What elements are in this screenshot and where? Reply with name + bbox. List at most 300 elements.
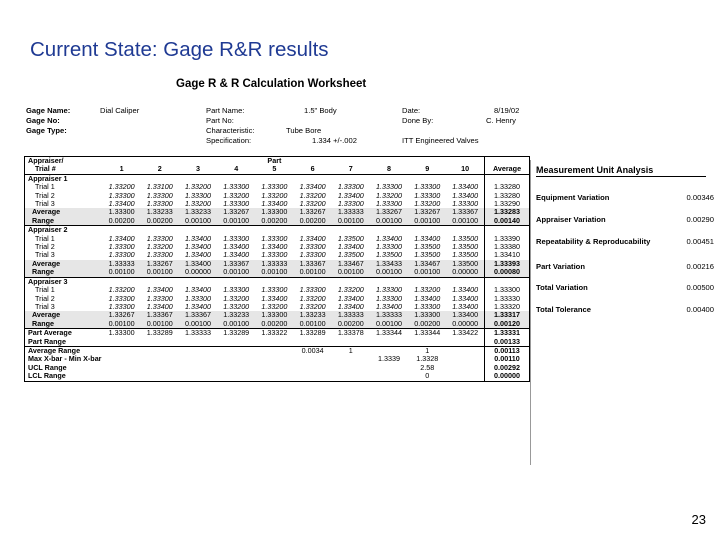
value-cell: 0.0034: [294, 346, 332, 355]
value-cell: 1.33300: [337, 183, 364, 192]
value-cell: 1.33467: [337, 259, 364, 268]
value-cell: [217, 355, 255, 363]
value-cell: [294, 355, 332, 363]
table-row: [25, 251, 530, 259]
value-cell: 1.33200: [299, 200, 326, 209]
value-cell: 1.33300: [299, 286, 326, 295]
value-cell: [255, 364, 293, 372]
value-cell: 1.33200: [337, 286, 364, 295]
average-cell: 1.33317: [485, 311, 530, 319]
col-header-part: [332, 157, 370, 166]
row-label: Trial 1: [25, 183, 103, 191]
value-cell: 1.33300: [414, 302, 441, 311]
value-cell: [217, 346, 255, 355]
value-cell: [102, 346, 140, 355]
value-cell: 1.33422: [446, 329, 484, 338]
table-cell: [102, 338, 140, 347]
value-cell: 1.33400: [337, 191, 364, 200]
value-cell: 1.33200: [108, 183, 135, 192]
row-label: Part Average: [25, 329, 103, 338]
value-cell: 0.00100: [146, 268, 173, 277]
table-cell: [179, 277, 217, 286]
value-cell: 1.33400: [261, 243, 288, 252]
value-cell: 1.33300: [102, 329, 140, 338]
value-cell: [141, 346, 179, 355]
table-row: [25, 183, 530, 191]
mua-item-value: 0.00451: [686, 237, 714, 246]
value-cell: 1.33300: [261, 234, 288, 243]
table-cell: [217, 226, 255, 235]
value-cell: 1.33300: [376, 294, 402, 303]
value-cell: 1.33200: [299, 191, 326, 200]
value-cell: [294, 364, 332, 372]
value-cell: [370, 372, 408, 381]
row-label: Trial 1: [25, 286, 103, 294]
value-cell: 0.00100: [414, 216, 441, 225]
table-cell: [370, 277, 408, 286]
value-cell: 1.33400: [185, 251, 211, 260]
characteristic-label: Characteristic:: [206, 126, 255, 135]
company-name: ITT Engineered Valves: [402, 136, 479, 145]
value-cell: 0.00100: [223, 268, 250, 277]
table-cell: [446, 277, 484, 286]
measurement-table: [24, 156, 530, 382]
table-row: [25, 235, 530, 243]
value-cell: 1.33300: [261, 286, 288, 295]
mua-item-value: 0.00500: [686, 283, 714, 292]
value-cell: 0.00100: [146, 319, 173, 328]
table-cell: [446, 174, 484, 183]
value-cell: 1.33100: [146, 183, 173, 192]
value-cell: 0.00100: [337, 268, 364, 277]
gage-no-field: Gage No:: [26, 116, 60, 125]
col-header-part-number: 1: [119, 165, 124, 174]
mua-item-label: Part Variation: [536, 262, 585, 271]
summary-row: [25, 364, 530, 372]
value-cell: 0.00100: [223, 216, 250, 225]
value-cell: 1.33367: [146, 311, 173, 320]
average-cell: 1.33330: [485, 295, 530, 303]
table-cell: [141, 174, 179, 183]
col-header-part: [217, 157, 255, 166]
value-cell: 0.00000: [452, 319, 479, 328]
value-cell: 1.33500: [337, 251, 364, 260]
part-no-label: Part No:: [206, 116, 234, 125]
value-cell: 1.33400: [414, 294, 441, 303]
appraiser-name: Appraiser 2: [25, 226, 103, 235]
table-cell: [370, 174, 408, 183]
value-cell: 1.33367: [299, 259, 326, 268]
value-cell: [141, 364, 179, 372]
value-cell: 1.33400: [299, 183, 326, 192]
done-by-label: Done By:: [402, 116, 434, 125]
value-cell: 0.00100: [376, 268, 402, 277]
value-cell: 1.33300: [223, 234, 250, 243]
value-cell: 1.33400: [146, 286, 173, 295]
value-cell: [332, 372, 370, 381]
part-average-row: [25, 329, 530, 338]
value-cell: 0.00200: [414, 319, 441, 328]
table-cell: [370, 226, 408, 235]
value-cell: 1.3328: [416, 355, 439, 364]
appraiser-header-row: [25, 277, 530, 286]
value-cell: [179, 355, 217, 363]
value-cell: 1.33400: [108, 200, 135, 209]
value-cell: 1.33400: [223, 243, 250, 252]
average-cell: 1.33320: [485, 303, 530, 311]
value-cell: [370, 364, 408, 372]
table-cell: [446, 226, 484, 235]
value-cell: 1.33333: [337, 208, 364, 217]
date-value: 8/19/02: [494, 106, 520, 115]
value-cell: 0.00200: [261, 319, 288, 328]
average-cell: 0.00133: [485, 338, 530, 347]
value-cell: 0.00100: [185, 216, 211, 225]
row-label: Max X-bar - Min X-bar: [25, 355, 103, 363]
value-cell: 1.33300: [376, 286, 402, 295]
mua-item-value: 0.00346: [686, 193, 714, 202]
value-cell: 1.33400: [299, 234, 326, 243]
value-cell: 1.33300: [108, 191, 135, 200]
table-cell: [485, 174, 530, 183]
value-cell: 1.33300: [376, 183, 402, 192]
table-cell: [294, 338, 332, 347]
value-cell: 0.00100: [452, 216, 479, 225]
value-cell: [294, 372, 332, 381]
average-cell: 1.33290: [485, 200, 530, 208]
value-cell: 1.33200: [223, 191, 250, 200]
value-cell: 1.33267: [146, 259, 173, 268]
table-cell: [294, 174, 332, 183]
value-cell: 1.33267: [223, 208, 250, 217]
value-cell: 0.00100: [108, 319, 135, 328]
value-cell: 0.00100: [299, 319, 326, 328]
average-cell: 1.33410: [485, 251, 530, 259]
table-cell: [217, 277, 255, 286]
value-cell: 0: [408, 372, 446, 381]
table-cell: [408, 226, 446, 235]
part-range-row: [25, 338, 530, 347]
col-header-average-top: [485, 157, 530, 166]
value-cell: 1.33344: [370, 329, 408, 338]
value-cell: 1.33400: [452, 183, 479, 192]
value-cell: 0.00100: [223, 319, 250, 328]
value-cell: 1.33200: [376, 191, 402, 200]
value-cell: 1.33300: [299, 243, 326, 252]
row-label: LCL Range: [25, 372, 103, 381]
row-label: Trial 2: [25, 295, 103, 303]
value-cell: [370, 346, 408, 355]
value-cell: 0.00200: [261, 216, 288, 225]
table-cell: [446, 338, 484, 347]
table-row: [25, 208, 530, 216]
mua-item-label: Total Variation: [536, 283, 588, 292]
col-header-part-number: 9: [425, 165, 430, 174]
value-cell: [446, 372, 484, 381]
value-cell: 1.33400: [452, 294, 479, 303]
average-cell: 1.33280: [485, 192, 530, 200]
row-label: Average: [25, 208, 103, 216]
value-cell: 1.33300: [146, 234, 173, 243]
table-row: [25, 200, 530, 208]
value-cell: 1.33500: [337, 234, 364, 243]
value-cell: 1.33267: [108, 311, 135, 320]
value-cell: [217, 364, 255, 372]
value-cell: [217, 372, 255, 381]
col-header-part: [294, 157, 332, 166]
row-label: Trial 2: [25, 192, 103, 200]
table-cell: [141, 277, 179, 286]
row-label: Average Range: [25, 346, 103, 355]
summary-row: [25, 346, 530, 355]
average-cell: 1.33280: [485, 183, 530, 191]
value-cell: 1.33300: [223, 286, 250, 295]
mua-item-label: Total Tolerance: [536, 305, 591, 314]
value-cell: 1.33467: [414, 259, 441, 268]
value-cell: 1.33400: [261, 294, 288, 303]
value-cell: 1.3339: [378, 355, 400, 364]
value-cell: 1.33300: [223, 183, 250, 192]
col-header-part-number: 2: [157, 165, 162, 174]
value-cell: 1.33400: [376, 302, 402, 311]
gage-rr-worksheet: [24, 78, 530, 465]
value-cell: 1.33333: [179, 329, 217, 338]
col-header-average: Average: [485, 165, 530, 174]
average-cell: 1.33331: [485, 329, 530, 338]
average-cell: 0.00110: [485, 355, 530, 363]
value-cell: 0.00100: [261, 268, 288, 277]
value-cell: 0.00100: [337, 216, 364, 225]
value-cell: 1.33300: [261, 183, 288, 192]
value-cell: [179, 346, 217, 355]
table-cell: [217, 174, 255, 183]
value-cell: 1.33300: [261, 311, 288, 320]
table-cell: [408, 338, 446, 347]
average-cell: 1.33283: [485, 208, 530, 216]
value-cell: [102, 364, 140, 372]
col-header-part-number: 10: [461, 165, 470, 174]
part-name-label: Part Name:: [206, 106, 245, 115]
slide-title: Current State: Gage R&R results: [30, 38, 329, 61]
value-cell: 1.33200: [414, 286, 441, 295]
col-header-part-number: 8: [387, 165, 391, 174]
appraiser-name: Appraiser 3: [25, 277, 103, 286]
value-cell: 1.33333: [108, 259, 135, 268]
row-label: Trial 2: [25, 243, 103, 251]
value-cell: 1.33367: [223, 259, 250, 268]
value-cell: 1.33300: [376, 243, 402, 252]
value-cell: 1.33378: [332, 329, 370, 338]
value-cell: [446, 364, 484, 372]
table-row: [25, 217, 530, 226]
value-cell: 1.33500: [376, 251, 402, 260]
value-cell: 1.33400: [223, 251, 250, 260]
value-cell: 1.33300: [414, 311, 441, 320]
row-label: Part Range: [25, 338, 103, 347]
value-cell: 1.33200: [299, 302, 326, 311]
value-cell: 1.33267: [376, 208, 402, 217]
table-row: [25, 286, 530, 294]
value-cell: [255, 355, 293, 363]
table-cell: [217, 338, 255, 347]
col-header-part-number: 4: [234, 165, 239, 174]
table-cell: [179, 338, 217, 347]
table-cell: [102, 174, 140, 183]
value-cell: 1.33400: [452, 311, 479, 320]
table-cell: [485, 226, 530, 235]
value-cell: 1.33433: [376, 259, 402, 268]
gage-name-field: Gage Name:: [26, 106, 71, 115]
value-cell: 1.33300: [414, 183, 441, 192]
table-cell: [408, 277, 446, 286]
table-row: [25, 260, 530, 268]
value-cell: 1.33400: [452, 302, 479, 311]
value-cell: 1.33267: [414, 208, 441, 217]
row-label: Trial 1: [25, 235, 103, 243]
value-cell: 1.33300: [108, 302, 135, 311]
value-cell: 1.33400: [337, 243, 364, 252]
value-cell: 1.33300: [108, 243, 135, 252]
part-name-value: 1.5" Body: [304, 106, 337, 115]
table-cell: [102, 226, 140, 235]
value-cell: 1.33400: [414, 234, 441, 243]
value-cell: 1: [408, 346, 446, 355]
page-number: 23: [691, 512, 706, 527]
average-cell: 1.33393: [485, 260, 530, 268]
table-cell: [179, 174, 217, 183]
value-cell: 1.33233: [185, 208, 211, 217]
value-cell: 1.33500: [452, 234, 479, 243]
value-cell: [141, 372, 179, 381]
value-cell: 0.00100: [376, 319, 402, 328]
value-cell: 1.33500: [414, 243, 441, 252]
mua-item-value: 0.00400: [686, 305, 714, 314]
done-by-value: C. Henry: [486, 116, 516, 125]
value-cell: 0.00000: [185, 268, 211, 277]
value-cell: 1.33289: [141, 329, 179, 338]
value-cell: 1.33267: [299, 208, 326, 217]
value-cell: 1.33400: [108, 234, 135, 243]
mua-item-value: 0.00216: [686, 262, 714, 271]
value-cell: 1.33200: [146, 243, 173, 252]
table-row: [25, 303, 530, 311]
row-label: Range: [25, 217, 103, 226]
table-cell: [255, 174, 293, 183]
value-cell: 1.33344: [408, 329, 446, 338]
col-header-part: [141, 157, 179, 166]
value-cell: 1.33300: [146, 200, 173, 209]
value-cell: 1.33400: [185, 302, 211, 311]
value-cell: 0.00200: [299, 216, 326, 225]
value-cell: 1.33200: [261, 302, 288, 311]
table-cell: [332, 277, 370, 286]
value-cell: [332, 355, 370, 363]
header-row: [25, 165, 530, 174]
appraiser-header-row: [25, 226, 530, 235]
value-cell: 1.33300: [376, 200, 402, 209]
table-row: [25, 311, 530, 319]
mua-item-value: 0.00290: [686, 215, 714, 224]
row-label: UCL Range: [25, 364, 103, 372]
value-cell: 1.33300: [337, 200, 364, 209]
value-cell: 2.58: [420, 363, 435, 372]
col-header-trial: Trial #: [25, 165, 103, 174]
col-header-part: [179, 157, 217, 166]
mua-item-label: Repeatability & Reproducability: [536, 237, 651, 246]
average-cell: 0.00000: [485, 372, 530, 381]
value-cell: 0.00200: [108, 216, 135, 225]
date-label: Date:: [402, 106, 421, 115]
value-cell: 1.33300: [452, 200, 479, 209]
value-cell: 1.33200: [185, 200, 211, 209]
mua-title: Measurement Unit Analysis: [536, 165, 706, 177]
value-cell: 1.33400: [185, 259, 211, 268]
value-cell: 1.33500: [452, 251, 479, 260]
value-cell: [102, 372, 140, 381]
value-cell: 1.33333: [261, 259, 288, 268]
row-label: Range: [25, 268, 103, 277]
average-cell: 0.00292: [485, 364, 530, 372]
row-label: Average: [25, 311, 103, 319]
average-cell: 0.00080: [485, 268, 530, 277]
value-cell: 1.33400: [452, 191, 479, 200]
value-cell: [255, 372, 293, 381]
value-cell: 1.33400: [146, 302, 173, 311]
table-row: [25, 243, 530, 251]
average-cell: 0.00120: [485, 320, 530, 329]
value-cell: 1.33400: [337, 302, 364, 311]
value-cell: 0.00200: [146, 216, 173, 225]
average-cell: 1.33300: [485, 286, 530, 294]
col-header-part: [370, 157, 408, 166]
average-cell: 1.33390: [485, 235, 530, 243]
value-cell: [102, 355, 140, 363]
value-cell: 1.33300: [146, 191, 173, 200]
value-cell: 1.33400: [376, 234, 402, 243]
value-cell: 1.33200: [108, 286, 135, 295]
value-cell: 1.33300: [185, 191, 211, 200]
gage-type-field: Gage Type:: [26, 126, 67, 135]
col-header-part: Part: [255, 157, 293, 166]
divider-line: [530, 160, 531, 465]
measurement-unit-analysis: [536, 165, 714, 314]
appraiser-name: Appraiser 1: [25, 174, 103, 183]
value-cell: 1.33500: [414, 251, 441, 260]
summary-row: [25, 372, 530, 381]
row-label: Average: [25, 260, 103, 268]
value-cell: 1.33200: [223, 294, 250, 303]
value-cell: [332, 364, 370, 372]
average-cell: 0.00140: [485, 217, 530, 226]
average-cell: 0.00113: [485, 346, 530, 355]
col-header-part: [102, 157, 140, 166]
table-row: [25, 295, 530, 303]
specification-label: Specification:: [206, 136, 252, 145]
value-cell: 1.33300: [299, 251, 326, 260]
value-cell: 1.33333: [337, 311, 364, 320]
value-cell: 1.33200: [414, 200, 441, 209]
table-row: [25, 268, 530, 277]
summary-row: [25, 355, 530, 363]
value-cell: 1.33300: [108, 208, 135, 217]
table-cell: [255, 226, 293, 235]
value-cell: 1.33400: [185, 243, 211, 252]
value-cell: 1.33400: [452, 286, 479, 295]
mua-item-label: Appraiser Variation: [536, 215, 606, 224]
table-cell: [485, 277, 530, 286]
value-cell: 0.00100: [185, 319, 211, 328]
col-header-part-number: 6: [310, 165, 315, 174]
